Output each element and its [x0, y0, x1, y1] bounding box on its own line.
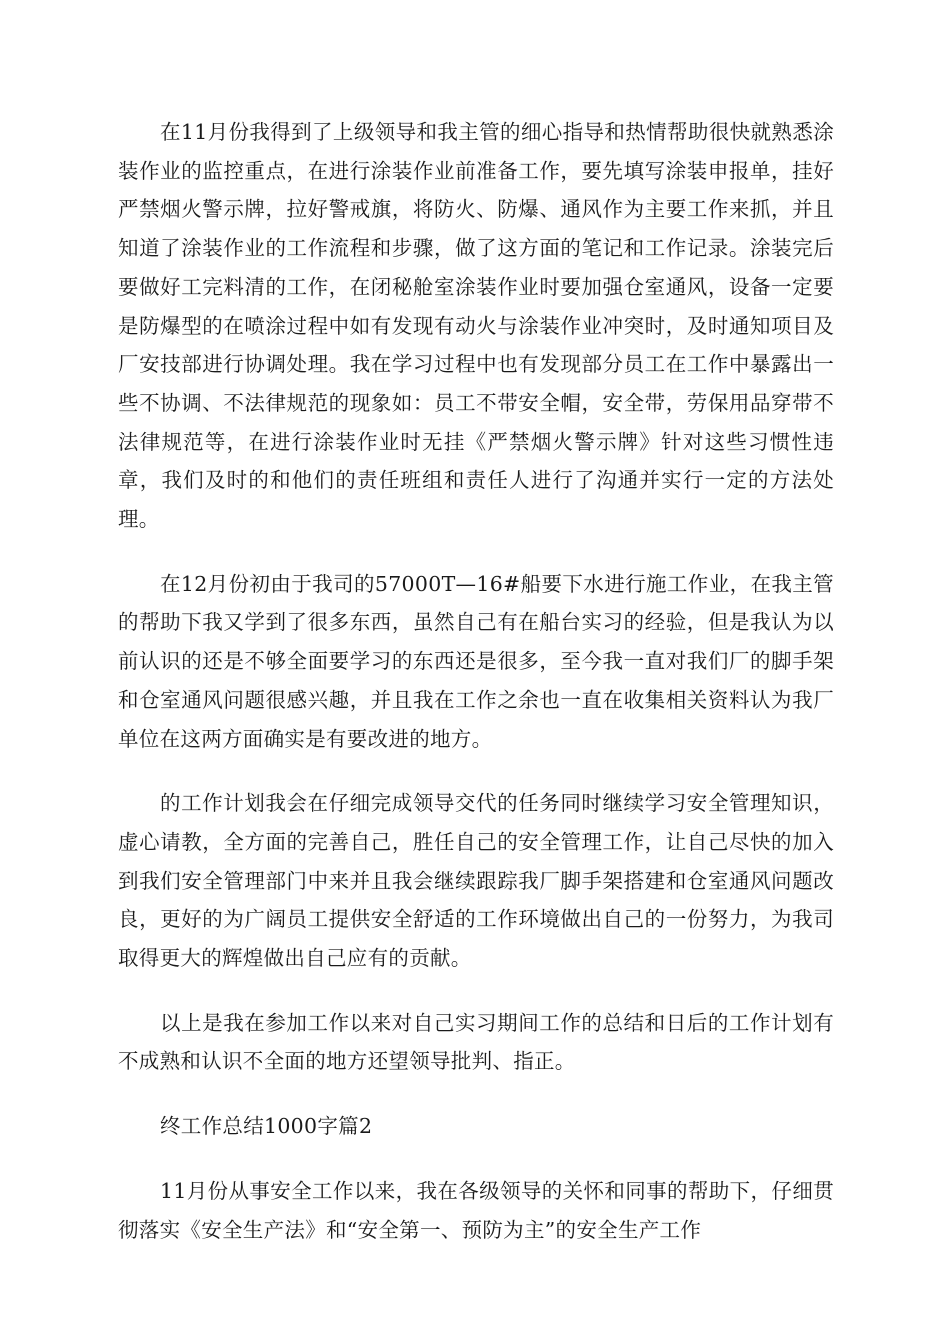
paragraph-december-launch: 在12月份初由于我司的57000T—16#船要下水进行施工作业，在我主管的帮助下我又学到了很多东西，虽然自己有在船台实习的经验，但是我认为以前认识的还是不够全面要学习的东西还是很多，至今我一直对我们厂的脚手架和仓室通风问题很感兴趣，并且我在工作之余也一直在收集相关资料认为我厂单位在这两方面确实是有要改进的地方。 [118, 571, 834, 751]
paragraph-conclusion: 以上是我在参加工作以来对自己实习期间工作的总结和日后的工作计划有不成熟和认识不全面的地方还望领导批判、指正。 [118, 1010, 834, 1074]
paragraph-gap [118, 758, 834, 784]
paragraph-gap [118, 1146, 834, 1172]
section-heading: 终工作总结1000字篇2 [160, 1114, 373, 1139]
document-body [118, 113, 834, 1249]
paragraph-work-plan: 的工作计划我会在仔细完成领导交代的任务同时继续学习安全管理知识，虚心请教，全方面的完善自己，胜任自己的安全管理工作，让自己尽快的加入到我们安全管理部门中来并且我会继续跟踪我厂脚手架搭建和仓室通风问题改良，更好的为广阔员工提供安全舒适的工作环境做出自己的一份努力，为我司取得更大的辉煌做出自己应有的贡献。 [118, 791, 834, 971]
paragraph-safety-work: 11月份从事安全工作以来，我在各级领导的关怀和同事的帮助下，仔细贯彻落实《安全生产法》和“安全第一、预防为主”的安全生产工作 [118, 1178, 834, 1242]
paragraph-november-coating: 在11月份我得到了上级领导和我主管的细心指导和热情帮助很快就熟悉涂装作业的监控重点，在进行涂装作业前准备工作，要先填写涂装申报单，挂好严禁烟火警示牌，拉好警戒旗，将防火、防爆、通风作为主要工作来抓，并且知道了涂装作业的工作流程和步骤，做了这方面的笔记和工作记录。涂装完后要做好工完料清的工作，在闭秘舱室涂装作业时要加强仓室通风，设备一定要是防爆型的在喷涂过程中如有发现有动火与涂装作业冲突时，及时通知项目及厂安技部进行协调处理。我在学习过程中也有发现部分员工在工作中暴露出一些不协调、不法律规范的现象如：员工不带安全帽，安全带，劳保用品穿带不法律规范等，在进行涂装作业时无挂《严禁烟火警示牌》针对这些习惯性违章，我们及时的和他们的责任班组和责任人进行了沟通并实行一定的方法处理。 [118, 120, 834, 532]
paragraph-gap [118, 978, 834, 1004]
paragraph-gap [118, 539, 834, 565]
paragraph-gap [118, 1081, 834, 1107]
